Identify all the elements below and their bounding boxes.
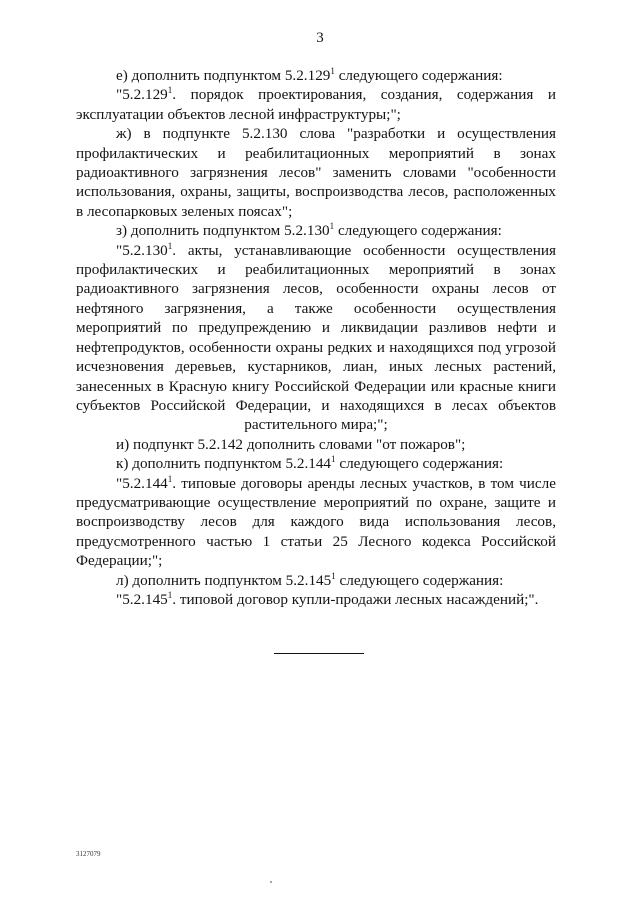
- paragraph-zh: ж) в подпункте 5.2.130 слова "разработки и осуществления профилактических и реабилитационных мероприятий в зонах радиоактивного загрязнения лесов" заменить словами "особенности использования, охраны, защиты, воспроизводства лесов, расположенных в лесопарковых зеленых поясах";: [76, 125, 556, 220]
- paragraph-e: е) дополнить подпунктом 5.2.129$^1$ следующего содержания:: [116, 66, 503, 84]
- paragraph-5-2-129-text: "5.2.129$^1$. порядок проектирования, создания, содержания и эксплуатации объектов лесной инфраструктуры;";: [76, 85, 556, 123]
- paragraph-z: з) дополнить подпунктом 5.2.130$^1$ следующего содержания:: [116, 221, 502, 240]
- paragraph-i: и) подпункт 5.2.142 дополнить словами "от пожаров";: [116, 435, 466, 453]
- paragraph-l: л) дополнить подпунктом 5.2.145$^1$ следующего содержания:: [116, 570, 504, 589]
- document-body: [76, 66, 556, 609]
- paragraph-k: к) дополнить подпунктом 5.2.144$^1$ следующего содержания:: [116, 454, 504, 473]
- scan-speck: [270, 881, 272, 883]
- paragraph-5-2-145-text: "5.2.145$^1$. типовой договор купли-продажи лесных насаждений;".: [116, 589, 539, 608]
- end-divider-line: [274, 653, 364, 654]
- paragraph-5-2-130-text: "5.2.130$^1$. акты, устанавливающие особенности осуществления профилактических и реабилитационных мероприятий в зонах радиоактивного загрязнения лесов, особенности охраны лесов от нефтяного загрязнения, а также особенности осуществления мероприятий по предупреждению и ликвидации разливов нефти и нефтепродуктов, особенности охраны редких и находящихся под угрозой исчезновения деревьев, кустарников, лиан, иных лесных растений, занесенных в Красную книгу Российской Федерации или красные книги субъектов Российской Федерации, и находящихся в лесах объектов растительного мира;";: [76, 240, 556, 434]
- document-code: 3127079: [76, 850, 101, 858]
- page-number: 3: [316, 30, 324, 46]
- paragraph-5-2-144-text: "5.2.144$^1$. типовые договоры аренды лесных участков, в том числе предусматривающие осуществление мероприятий по охране, защите и воспроизводству лесов для каждого вида использования лесов, предусмотренного частью 1 статьи 25 Лесного кодекса Российской Федерации;";: [76, 473, 556, 570]
